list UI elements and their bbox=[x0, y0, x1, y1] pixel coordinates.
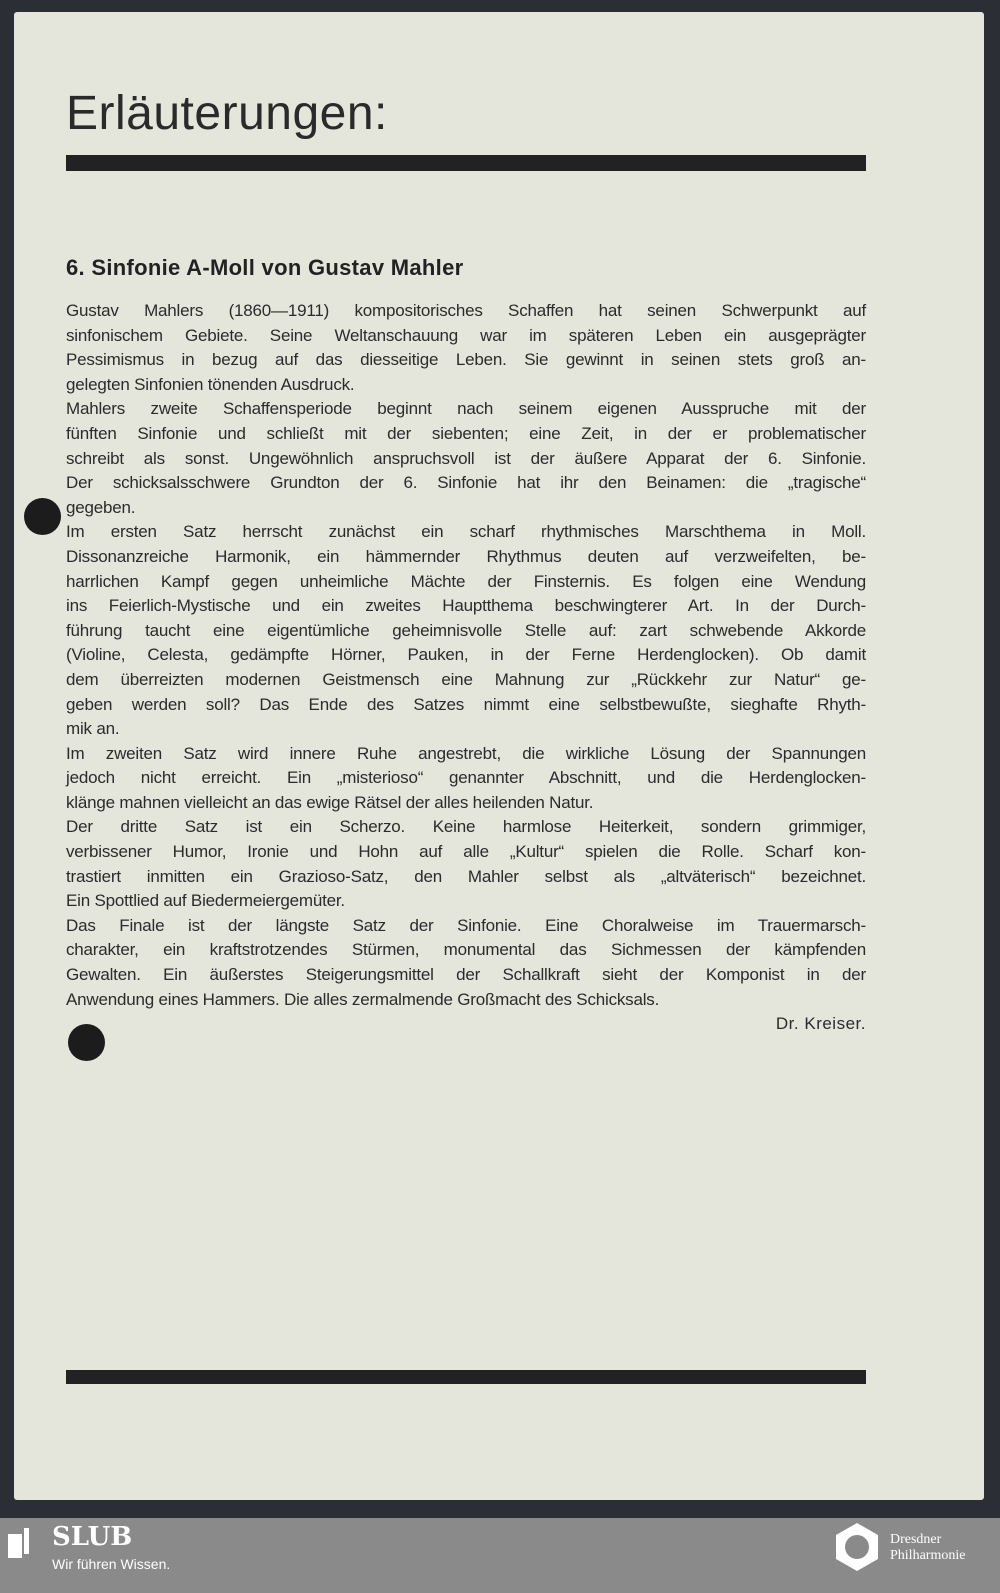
text-line: Der dritte Satz ist ein Scherzo. Keine harmlose Heiterkeit, sondern grimmiger, bbox=[66, 817, 866, 837]
text-line: Gustav Mahlers (1860—1911) kompositorisches Schaffen hat seinen Schwerpunkt auf bbox=[66, 301, 866, 320]
paragraph bbox=[66, 397, 866, 520]
philharmonie-line1: Dresdner bbox=[890, 1532, 942, 1547]
bottom-divider bbox=[66, 1370, 866, 1384]
text-line: Gewalten. Ein äußerstes Steigerungsmittel der Schallkraft sieht der Komponist in der bbox=[66, 965, 866, 985]
body-text bbox=[66, 299, 866, 1037]
footer-bar bbox=[0, 1518, 1000, 1593]
text-line: Dissonanzreiche Harmonik, ein hämmernder Rhythmus deuten auf verzweifelten, be- bbox=[66, 546, 866, 566]
text-line: geben werden soll? Das Ende des Satzes nimmt eine selbstbewußte, sieghafte Rhyth- bbox=[66, 694, 866, 714]
text-line: Der schicksalsschwere Grundton der 6. Sinfonie hat ihr den Beinamen: die „tragische“ bbox=[66, 473, 866, 493]
punch-hole bbox=[24, 498, 61, 535]
text-line: Im ersten Satz herrscht zunächst ein scharf rhythmisches Marschthema in Moll. bbox=[66, 522, 866, 542]
text-line: Mahlers zweite Schaffensperiode beginnt nach seinem eigenen Ausspruche mit der bbox=[66, 399, 866, 419]
text-line: gelegten Sinfonien tönenden Ausdruck. bbox=[66, 374, 355, 394]
text-line: führung taucht eine eigentümliche geheimnisvolle Stelle auf: zart schwebende Akkorde bbox=[66, 620, 866, 640]
text-line: verbissener Humor, Ironie und Hohn auf alle „Kultur“ spielen die Rolle. Scharf kon- bbox=[66, 842, 866, 862]
text-line: Das Finale ist der längste Satz der Sinfonie. Eine Choralweise im Trauermarsch- bbox=[66, 915, 866, 935]
text-line: trastiert inmitten ein Grazioso-Satz, den Mahler selbst als „altväterisch“ bezeichnet. bbox=[66, 866, 866, 886]
text-line: (Violine, Celesta, gedämpfte Hörner, Pauken, in der Ferne Herdenglocken). Ob damit bbox=[66, 645, 866, 665]
text-line: schreibt als sonst. Ungewöhnlich anspruchsvoll ist der äußere Apparat der 6. Sinfonie. bbox=[66, 448, 866, 468]
paragraph bbox=[66, 815, 866, 913]
slub-logo-text: SLUB bbox=[52, 1522, 133, 1552]
section-heading: 6. Sinfonie A-Moll von Gustav Mahler bbox=[66, 255, 464, 280]
philharmonie-logo-icon bbox=[832, 1522, 882, 1572]
slub-book-icon bbox=[8, 1528, 30, 1558]
text-line: jedoch nicht erreicht. Ein „misterioso“ genannter Abschnitt, und die Herdenglocken- bbox=[66, 768, 866, 788]
text-line: harrlichen Kampf gegen unheimliche Mächte der Finsternis. Es folgen eine Wendung bbox=[66, 571, 866, 591]
text-line: Pessimismus in bezug auf das diesseitige Leben. Sie gewinnt in seinen stets groß an- bbox=[66, 350, 866, 370]
paragraph bbox=[66, 742, 866, 816]
philharmonie-logo-text bbox=[890, 1532, 965, 1564]
text-line: Anwendung eines Hammers. Die alles zermalmende Großmacht des Schicksals. bbox=[66, 989, 660, 1009]
paragraph bbox=[66, 914, 866, 1012]
philharmonie-line2: Philharmonie bbox=[890, 1548, 966, 1563]
paragraph bbox=[66, 520, 866, 741]
text-line: sinfonischem Gebiete. Seine Weltanschauung war im späteren Leben ein ausgeprägter bbox=[66, 325, 866, 345]
text-line: klänge mahnen vielleicht an das ewige Rätsel der alles heilenden Natur. bbox=[66, 792, 594, 812]
text-line: Ein Spottlied auf Biedermeiergemüter. bbox=[66, 891, 345, 911]
slub-tagline: Wir führen Wissen. bbox=[52, 1556, 171, 1572]
author-signature: Dr. Kreiser. bbox=[775, 1014, 866, 1034]
text-line: charakter, ein kraftstrotzendes Stürmen, monumental das Sichmessen der kämpfenden bbox=[66, 940, 866, 960]
text-line: Im zweiten Satz wird innere Ruhe angestrebt, die wirkliche Lösung der Spannungen bbox=[66, 743, 866, 763]
text-line: dem überreizten modernen Geistmensch eine Mahnung zur „Rückkehr zur Natur“ ge- bbox=[66, 669, 866, 689]
paragraph bbox=[66, 299, 866, 397]
text-line: fünften Sinfonie und schließt mit der siebenten; eine Zeit, in der er problematischer bbox=[66, 423, 866, 443]
text-line: gegeben. bbox=[66, 497, 136, 517]
top-divider bbox=[66, 155, 866, 171]
page-title: Erläuterungen: bbox=[66, 87, 388, 140]
text-line: mik an. bbox=[66, 719, 120, 739]
text-line: ins Feierlich-Mystische und ein zweites Hauptthema beschwingterer Art. In der Durch- bbox=[66, 596, 866, 616]
